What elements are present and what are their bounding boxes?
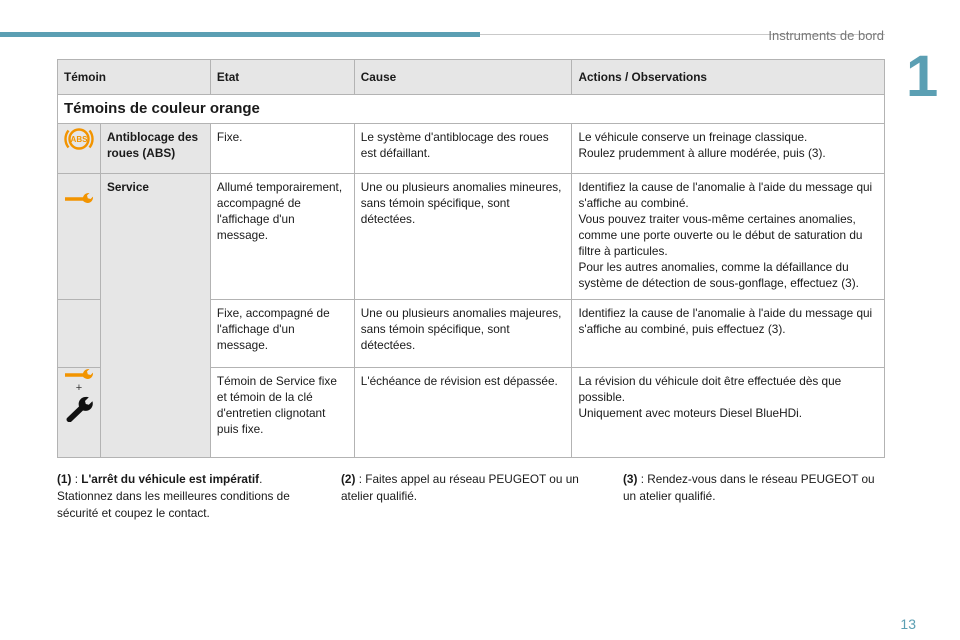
service-action-line: Uniquement avec moteurs Diesel BlueHDi.	[578, 406, 803, 420]
service-cause: Une ou plusieurs anomalies mineures, sans témoin spécifique, sont détectées.	[354, 174, 572, 300]
footnote-3	[623, 471, 885, 505]
service-action-line: Vous pouvez traiter vous-même certaines anomalies, comme une porte ouverte ou le début de saturation du filtre à particules.	[578, 212, 863, 258]
wrench-icon	[63, 368, 95, 382]
warning-lights-table	[57, 59, 885, 458]
footnote-marker: (1)	[57, 472, 72, 486]
abs-label: Antiblocage des roues (ABS)	[100, 124, 210, 174]
service-label: Service	[100, 174, 210, 458]
footnote-marker: (3)	[623, 472, 638, 486]
section-header: Instruments de bord	[768, 28, 884, 43]
footnote-text: Rendez-vous dans le réseau PEUGEOT ou un atelier qualifié.	[623, 472, 875, 503]
page-number: 13	[900, 616, 916, 632]
footnote-1	[57, 471, 312, 522]
service-state: Témoin de Service fixe et témoin de la clé d'entretien clignotant puis fixe.	[210, 368, 354, 458]
section-title: Témoins de couleur orange	[58, 95, 885, 124]
service-state: Fixe, accompagné de l'affichage d'un message.	[210, 300, 354, 368]
service-action-line: Pour les autres anomalies, comme la défaillance du système de détection de sous-gonflage, effectuez (3).	[578, 260, 859, 290]
abs-cause: Le système d'antiblocage des roues est défaillant.	[354, 124, 572, 174]
service-action-line: Identifiez la cause de l'anomalie à l'aide du message qui s'affiche au combiné, puis effectuez (3).	[578, 306, 873, 336]
chapter-number: 1	[906, 44, 939, 109]
service-actions	[572, 368, 885, 458]
footnote-2	[341, 471, 596, 505]
service-cause: L'échéance de révision est dépassée.	[354, 368, 572, 458]
service-actions	[572, 174, 885, 300]
maintenance-icon-cell	[58, 368, 101, 458]
abs-action-line: Roulez prudemment à allure modérée, puis (3).	[578, 146, 826, 160]
footnote-bold: L'arrêt du véhicule est impératif	[81, 472, 260, 486]
footnote-marker: (2)	[341, 472, 356, 486]
abs-state: Fixe.	[210, 124, 354, 174]
service-icon-cell-empty	[58, 300, 101, 368]
footnote-separator: :	[71, 472, 82, 486]
header-temoin: Témoin	[58, 60, 211, 95]
service-action-line: La révision du véhicule doit être effectuée dès que possible.	[578, 374, 842, 404]
service-icon-cell	[58, 174, 101, 300]
table-row	[58, 124, 885, 174]
abs-action-line: Le véhicule conserve un freinage classique.	[578, 130, 808, 144]
footnote-text: Faites appel au réseau PEUGEOT ou un atelier qualifié.	[341, 472, 579, 503]
footnote-text: . Stationnez dans les meilleures conditions de sécurité et coupez le contact.	[57, 472, 290, 520]
header-accent-bar	[0, 32, 480, 37]
plus-sign: +	[75, 382, 83, 394]
service-action-line: Identifiez la cause de l'anomalie à l'aide du message qui s'affiche au combiné.	[578, 180, 873, 210]
table-row	[58, 174, 885, 300]
footnote-separator: :	[637, 472, 648, 486]
header-etat: Etat	[210, 60, 354, 95]
wrench-icon	[63, 192, 95, 206]
header-cause: Cause	[354, 60, 572, 95]
abs-icon-cell	[58, 124, 101, 174]
service-state: Allumé temporairement, accompagné de l'affichage d'un message.	[210, 174, 354, 300]
abs-warning-icon	[62, 124, 96, 154]
abs-actions	[572, 124, 885, 174]
table-header-row	[58, 60, 885, 95]
footnote-separator: :	[355, 472, 366, 486]
service-cause: Une ou plusieurs anomalies majeures, sans témoin spécifique, sont détectées.	[354, 300, 572, 368]
svg-text:ABS: ABS	[70, 135, 88, 144]
section-row	[58, 95, 885, 124]
header-actions: Actions / Observations	[572, 60, 885, 95]
service-actions	[572, 300, 885, 368]
maintenance-key-icon	[64, 394, 94, 422]
